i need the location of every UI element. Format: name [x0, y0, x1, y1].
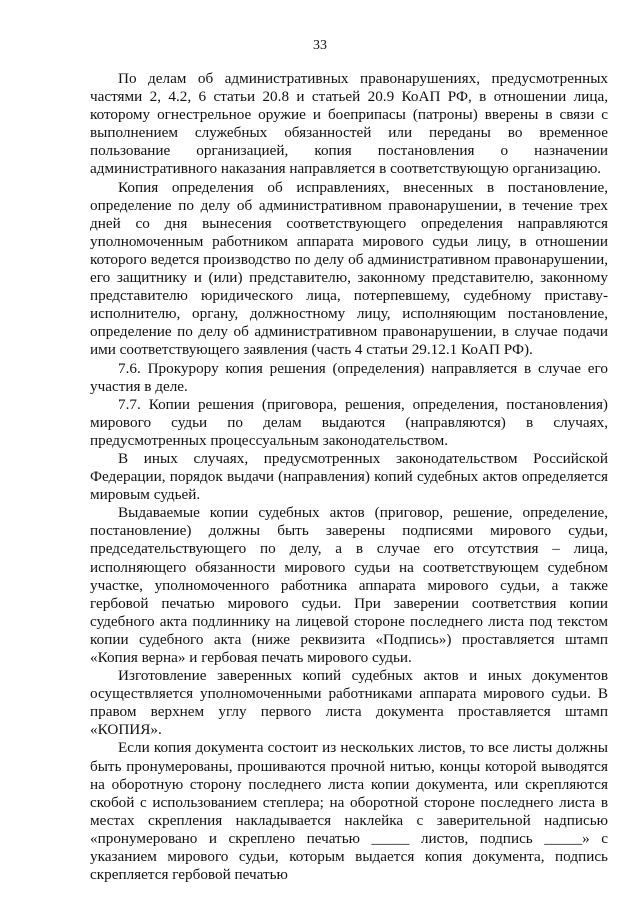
paragraph-7: Изготовление заверенных копий судебных актов и иных документов осуществляется уполномоченными работниками аппарата мирового судьи. В правом верхнем углу первого листа документа проставляется штамп «КОПИЯ».	[90, 667, 608, 739]
paragraph-6: Выдаваемые копии судебных актов (приговор, решение, определение, постановление) должны быть заверены подписями мирового судьи, председательствующего по делу, а в случае его отсутствия – лица, исполняющего обязанности мирового судьи на соответствующем судебном участке, уполномоченного работника аппарата мирового судьи, а также гербовой печатью мирового судьи. При заверении соответствия копии судебного акта подлиннику на лицевой стороне последнего листа под текстом копии судебного акта (ниже реквизита «Подпись») проставляется штамп «Копия верна» и гербовая печать мирового судьи.	[90, 504, 608, 666]
paragraph-3: 7.6. Прокурору копия решения (определения) направляется в случае его участия в деле.	[90, 359, 608, 395]
paragraph-8: Если копия документа состоит из нескольких листов, то все листы должны быть пронумерованы, прошиваются прочной нитью, концы которой выводятся на оборотную сторону последнего листа копии документа, или скрепляются скобой с использованием степлера; на оборотной стороне последнего листа в местах скрепления накладывается наклейка с заверительной надписью «пронумеровано и скреплено печатью _____ листов, подпись _____» с указанием мирового судьи, которым выдается копия документа, подпись скрепляется гербовой печатью	[90, 739, 608, 884]
paragraph-2: Копия определения об исправлениях, внесенных в постановление, определение по делу об административном правонарушении, в течение трех дней со дня вынесения соответствующего определения направляются уполномоченным работником аппарата мирового судьи лицу, в отношении которого ведется производство по делу об административном правонарушении, его защитнику и (или) представителю, законному представителю, законному представителю юридического лица, потерпевшему, судебному приставу-исполнителю, органу, должностному лицу, исполняющим постановление, определение по делу об административном правонарушении, в случае подачи ими соответствующего заявления (часть 4 статьи 29.12.1 КоАП РФ).	[90, 178, 608, 359]
paragraph-1: По делам об административных правонарушениях, предусмотренных частями 2, 4.2, 6 статьи 20.8 и статьей 20.9 КоАП РФ, в отношении лица, которому огнестрельное оружие и боеприпасы (патроны) вверены в связи с выполнением служебных обязанностей или переданы во временное пользование организацией, копия постановления о назначении административного наказания направляется в соответствующую организацию.	[90, 70, 608, 178]
paragraph-5: В иных случаях, предусмотренных законодательством Российской Федерации, порядок выдачи (направления) копий судебных актов определяется мировым судьей.	[90, 449, 608, 504]
document-body	[90, 70, 608, 884]
paragraph-4: 7.7. Копии решения (приговора, решения, определения, постановления) мирового судьи по делам выдаются (направляются) в случаях, предусмотренных процессуальным законодательством.	[90, 395, 608, 449]
page-number: 33	[313, 38, 327, 53]
